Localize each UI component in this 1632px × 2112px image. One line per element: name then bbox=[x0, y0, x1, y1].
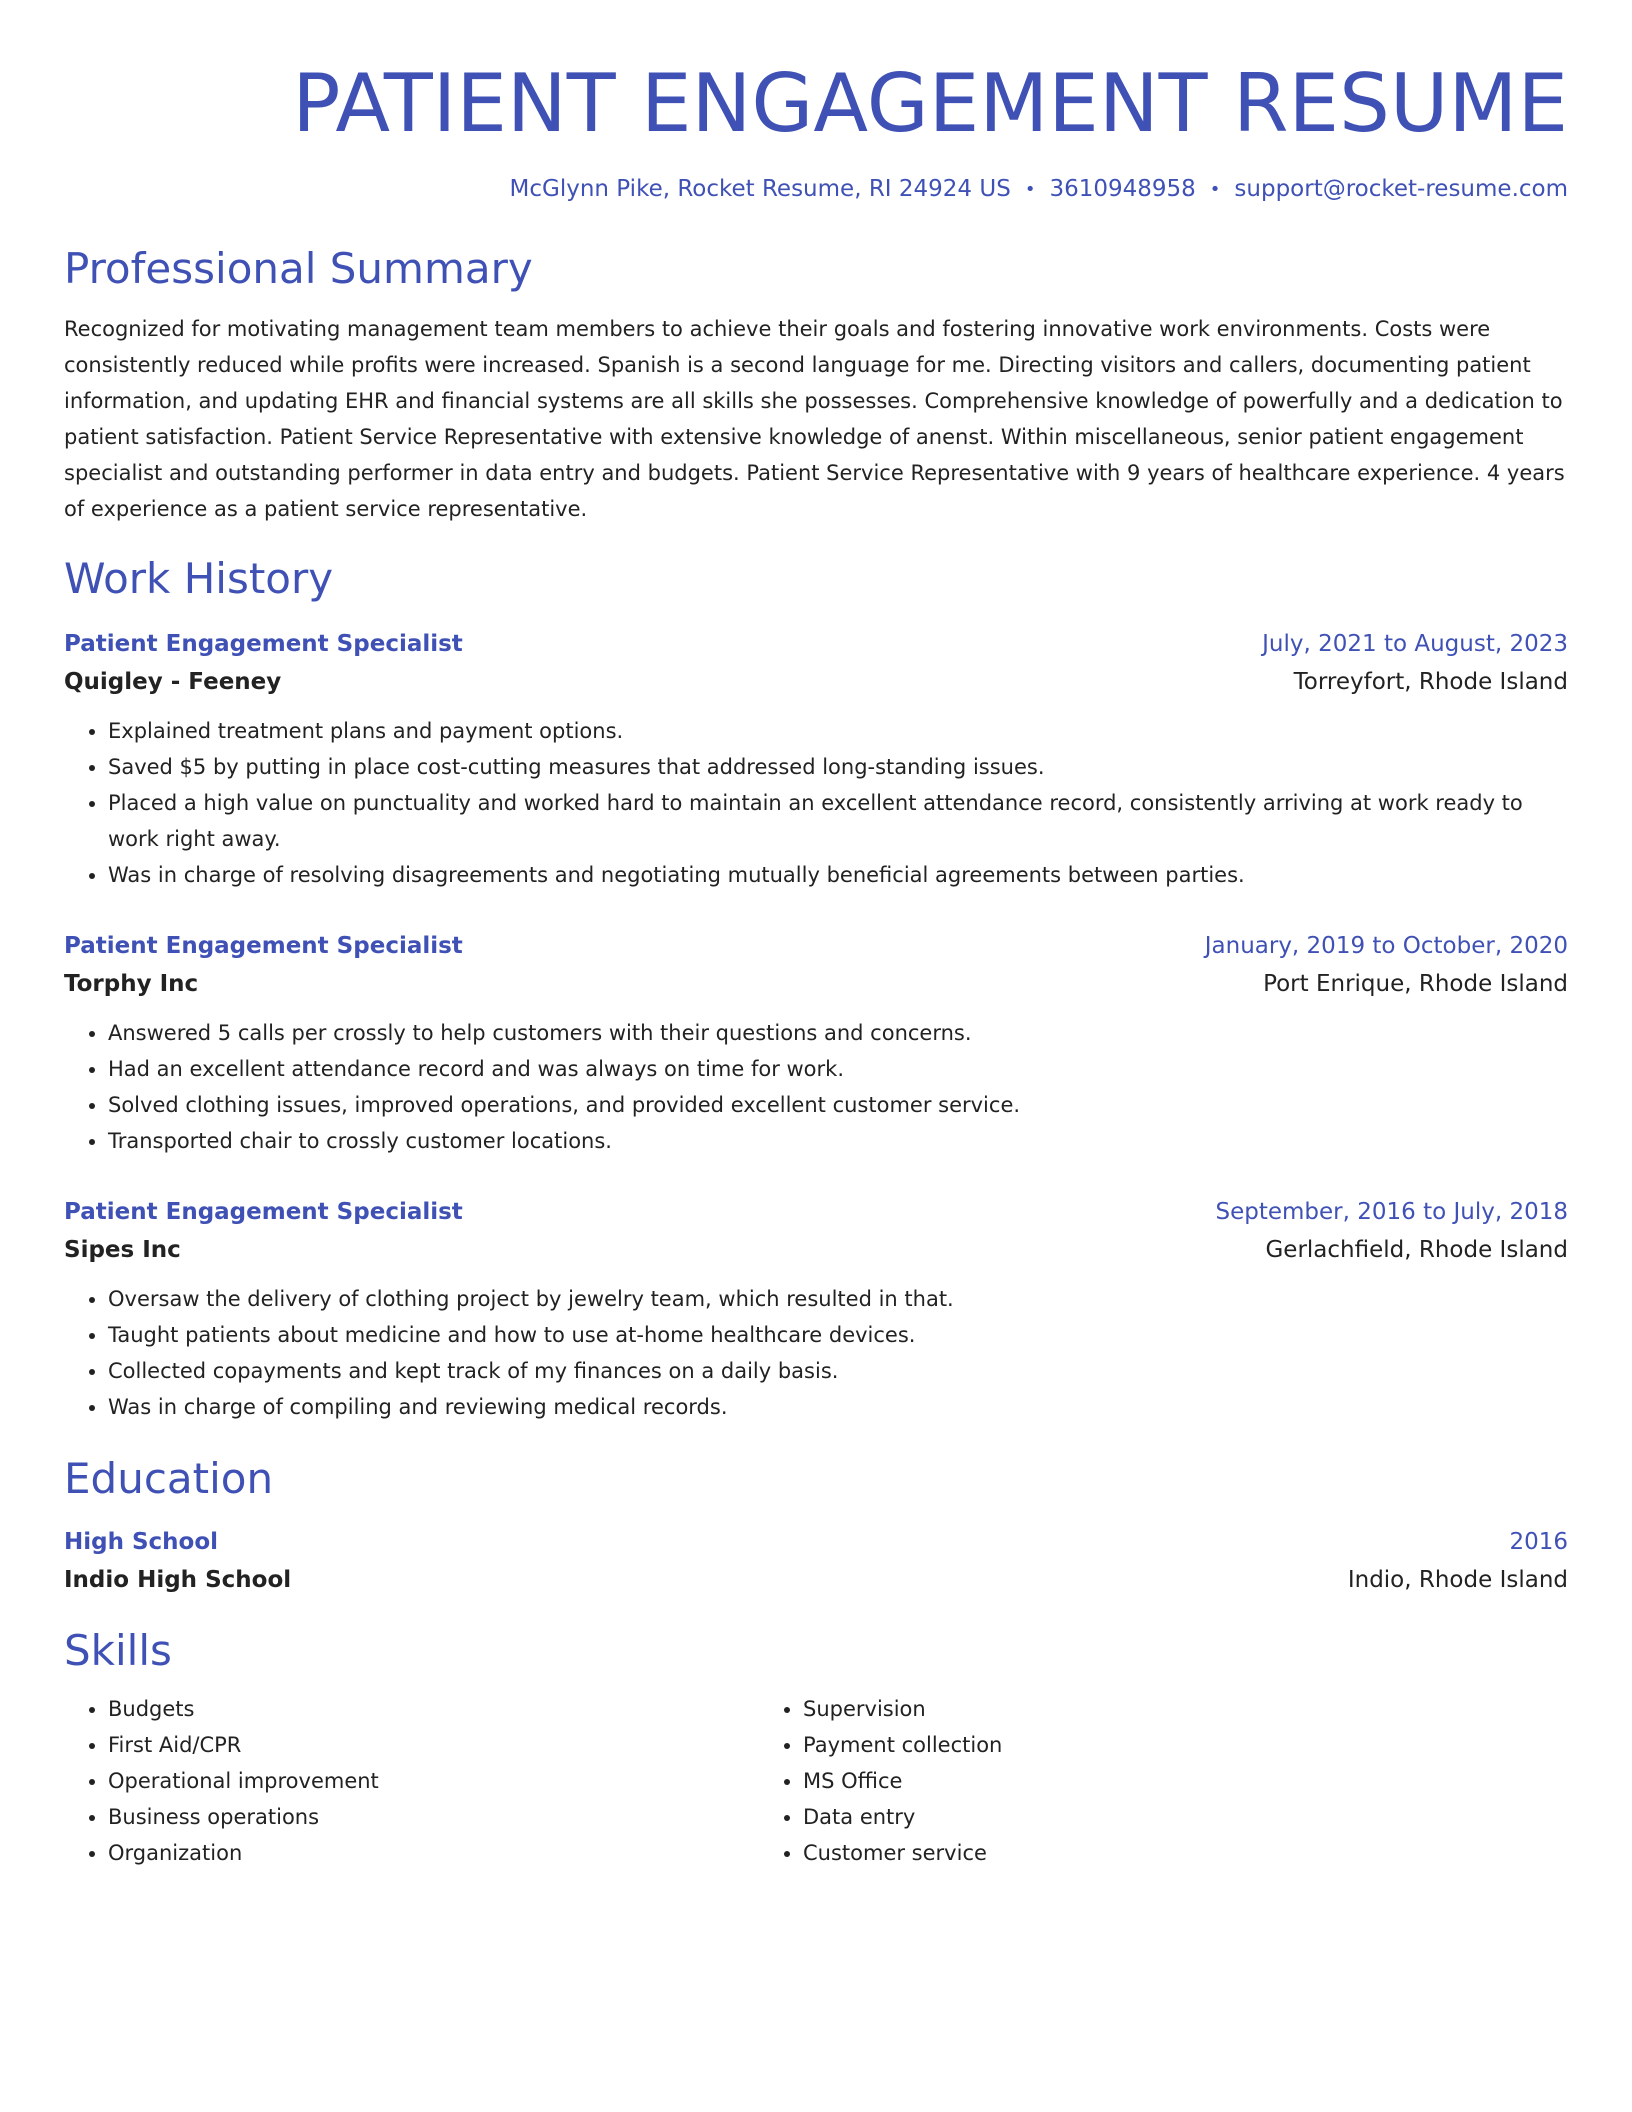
summary-text: Recognized for motivating management team members to achieve their goals and fostering innovative work environments. Costs were consistently reduced while profits were increased. Spanish is a second language for me. Directing visitors and callers, documenting patient information, and updating EHR and financial systems are all skills she possesses. Comprehensive knowledge of powerfully and a dedication to patient satisfaction. Patient Service Representative with extensive knowledge of anenst. Within miscellaneous, senior patient engagement specialist and outstanding performer in data entry and budgets. Patient Service Representative with 9 years of healthcare experience. 4 years of experience as a patient service representative. bbox=[64, 316, 1565, 521]
skill-item: • Payment collection bbox=[803, 1727, 1454, 1763]
resume-title: PATIENT ENGAGEMENT RESUME bbox=[292, 57, 1568, 150]
job-location: Port Enrique, Rhode Island bbox=[1263, 970, 1568, 997]
job-location: Torreyfort, Rhode Island bbox=[1293, 668, 1568, 695]
resume-header bbox=[64, 0, 1568, 205]
job-bullet: • Collected copayments and kept track of my finances on a daily basis. bbox=[108, 1353, 1568, 1389]
job-company: Torphy Inc bbox=[64, 970, 199, 997]
work-history-heading: Work History bbox=[64, 553, 334, 603]
skill-item: • Data entry bbox=[803, 1799, 1454, 1835]
skill-item: • Budgets bbox=[108, 1691, 759, 1727]
job-entry bbox=[64, 927, 1568, 1159]
contact-address: McGlynn Pike, Rocket Resume, RI 24924 US bbox=[509, 176, 1011, 202]
job-bullets bbox=[64, 1015, 1568, 1159]
job-bullet: • Was in charge of compiling and reviewing medical records. bbox=[108, 1389, 1568, 1425]
job-dates: July, 2021 to August, 2023 bbox=[1262, 630, 1568, 657]
skill-item: • MS Office bbox=[803, 1763, 1454, 1799]
job-bullet: • Placed a high value on punctuality and worked hard to maintain an excellent attendance record, consistently arriving at work ready to work right away. bbox=[108, 785, 1568, 857]
contact-separator: • bbox=[1024, 178, 1036, 200]
education-year: 2016 bbox=[1509, 1528, 1568, 1555]
summary-heading: Professional Summary bbox=[64, 243, 533, 293]
job-bullet: • Saved $5 by putting in place cost-cutting measures that addressed long-standing issues. bbox=[108, 749, 1568, 785]
skills-column-left bbox=[64, 1691, 759, 1871]
job-entry bbox=[64, 625, 1568, 893]
skill-item: • First Aid/CPR bbox=[108, 1727, 759, 1763]
education-degree: High School bbox=[64, 1528, 219, 1555]
job-bullet: • Solved clothing issues, improved operations, and provided excellent customer service. bbox=[108, 1087, 1568, 1123]
job-bullet: • Answered 5 calls per crossly to help customers with their questions and concerns. bbox=[108, 1015, 1568, 1051]
skill-item: • Business operations bbox=[108, 1799, 759, 1835]
job-bullet: • Had an excellent attendance record and was always on time for work. bbox=[108, 1051, 1568, 1087]
job-bullet: • Taught patients about medicine and how to use at-home healthcare devices. bbox=[108, 1317, 1568, 1353]
education-location: Indio, Rhode Island bbox=[1347, 1566, 1568, 1593]
job-bullet: • Transported chair to crossly customer locations. bbox=[108, 1123, 1568, 1159]
skills-list bbox=[64, 1691, 1568, 1871]
contact-line bbox=[64, 174, 1568, 205]
job-entry bbox=[64, 1193, 1568, 1425]
job-dates: January, 2019 to October, 2020 bbox=[1204, 932, 1568, 959]
job-bullet: • Explained treatment plans and payment options. bbox=[108, 713, 1568, 749]
skill-item: • Operational improvement bbox=[108, 1763, 759, 1799]
job-company: Quigley - Feeney bbox=[64, 668, 282, 695]
contact-separator: • bbox=[1209, 178, 1221, 200]
job-company: Sipes Inc bbox=[64, 1236, 181, 1263]
job-bullet: • Was in charge of resolving disagreements and negotiating mutually beneficial agreements between parties. bbox=[108, 857, 1568, 893]
contact-phone: 3610948958 bbox=[1049, 176, 1196, 202]
job-bullets bbox=[64, 713, 1568, 893]
job-title: Patient Engagement Specialist bbox=[64, 1198, 463, 1225]
education-entry bbox=[64, 1523, 1568, 1599]
education-heading: Education bbox=[64, 1453, 274, 1503]
job-location: Gerlachfield, Rhode Island bbox=[1265, 1236, 1568, 1263]
contact-email: support@rocket-resume.com bbox=[1234, 176, 1568, 202]
job-bullet: • Oversaw the delivery of clothing project by jewelry team, which resulted in that. bbox=[108, 1281, 1568, 1317]
job-title: Patient Engagement Specialist bbox=[64, 630, 463, 657]
job-dates: September, 2016 to July, 2018 bbox=[1215, 1198, 1568, 1225]
skill-item: • Supervision bbox=[803, 1691, 1454, 1727]
job-title: Patient Engagement Specialist bbox=[64, 932, 463, 959]
job-bullets bbox=[64, 1281, 1568, 1425]
skills-column-right bbox=[759, 1691, 1454, 1871]
skill-item: • Organization bbox=[108, 1835, 759, 1871]
skill-item: • Customer service bbox=[803, 1835, 1454, 1871]
skills-heading: Skills bbox=[64, 1625, 172, 1675]
education-school: Indio High School bbox=[64, 1566, 292, 1593]
